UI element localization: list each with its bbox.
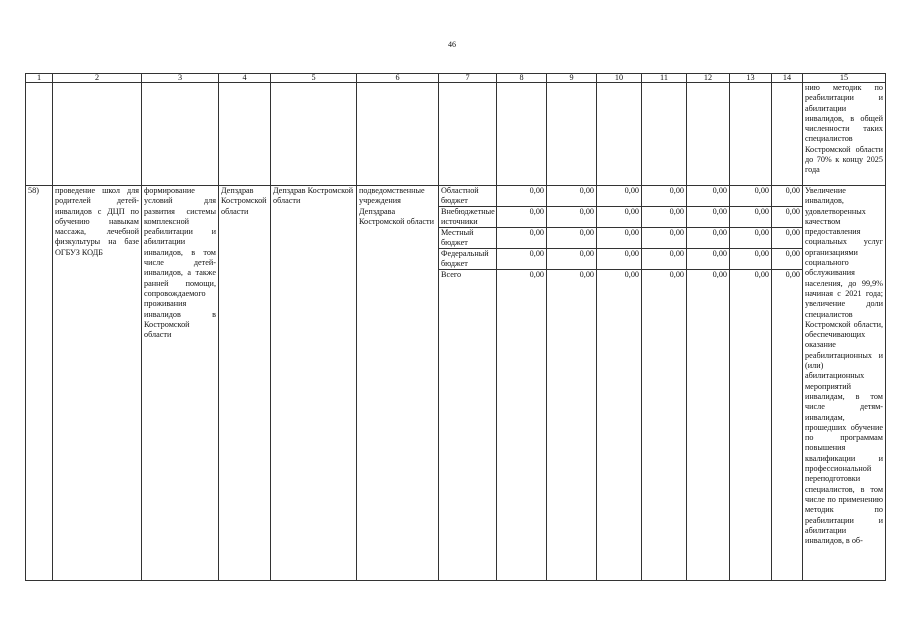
value-cell: 0,00 [579,270,594,279]
source-name: Федеральный бюджет [439,249,496,270]
header-cell: 7 [439,74,497,83]
header-cell: 5 [271,74,357,83]
value-cell: 0,00 [642,228,686,249]
value-cell: 0,00 [497,228,546,249]
row-number: 58) [26,186,53,581]
value-cell: 0,00 [529,270,544,279]
source-name: Областной бюджет [439,186,496,207]
source-name: Местный бюджет [439,228,496,249]
goal-cell: формирование условий для развития системы комплексной реабилитации и абилитации инвалидов, в том числе детей-инвалидов, а также ранней помощи, сопровождаемого проживания инвалидов в Костромской области [142,186,219,581]
header-cell: 3 [142,74,219,83]
header-cell: 8 [497,74,547,83]
coexecutor-cell: Депздрав Костромской области [271,186,357,581]
header-cell: 9 [547,74,597,83]
value-cell: 0,00 [642,186,686,207]
source-name: Внебюджетные источники [441,207,495,227]
participants-cell: подведомственные учреждения Депздрава Костромской области [357,186,439,581]
value-column [687,186,730,581]
value-cell: 0,00 [547,228,596,249]
value-cell: 0,00 [597,249,641,270]
value-cell: 0,00 [730,249,771,270]
value-cell: 0,00 [642,207,686,228]
value-cell: 0,00 [785,270,800,279]
value-cell: 0,00 [597,207,641,228]
header-cell: 14 [772,74,803,83]
header-row [26,74,886,83]
header-cell: 6 [357,74,439,83]
measure-cell: проведение школ для родителей детей-инвалидов с ДЦП по обучению навыкам массажа, лечебной физкультуры на базе ОГБУЗ КОДБ [53,186,142,581]
executor-cell: Депздрав Костромской области [219,186,271,581]
value-cell: 0,00 [687,228,729,249]
value-cell: 0,00 [687,186,729,207]
value-cell: 0,00 [772,186,802,207]
header-cell: 2 [53,74,142,83]
result-cell: Увеличение инвалидов, удовлетворенных качеством предоставления социальных услуг организациями социального обслуживания населения, до 99,9% начиная с 2021 года; увеличение доли специалистов Костромской области, обеспечивающих оказание реабилитационных и (или) абилитационных мероприятий инвалидам, в том числе детям-инвалидам, прошедших обучение по программам повышения квалификации и профессиональной переподготовки специалистов, в том числе по применению методик по реабилитации и абилитации инвалидов, в об- [803,186,886,581]
program-table [25,73,886,581]
table-row [26,186,886,581]
header-cell: 13 [730,74,772,83]
continuation-result-text: нию методик по реабилитации и абилитации инвалидов, в общей численности таких специалистов Костромской области до 70% к концу 2025 года [803,83,886,186]
value-cell: 0,00 [687,249,729,270]
value-cell: 0,00 [730,207,771,228]
value-column [772,186,803,581]
value-cell: 0,00 [772,207,802,228]
value-cell: 0,00 [730,186,771,207]
value-cell: 0,00 [547,249,596,270]
header-cell: 10 [597,74,642,83]
value-cell: 0,00 [497,186,546,207]
value-cell: 0,00 [730,228,771,249]
value-cell: 0,00 [597,228,641,249]
value-cell: 0,00 [712,270,727,279]
continuation-row [26,83,886,186]
value-cell: 0,00 [547,186,596,207]
funding-sources-cell [439,186,497,581]
value-cell: 0,00 [772,249,802,270]
value-column [597,186,642,581]
value-column [642,186,687,581]
value-cell: 0,00 [772,228,802,249]
value-column [497,186,547,581]
header-cell: 1 [26,74,53,83]
value-column [730,186,772,581]
source-name: Всего [441,270,462,279]
header-cell: 11 [642,74,687,83]
value-cell: 0,00 [687,207,729,228]
value-cell: 0,00 [597,186,641,207]
value-cell: 0,00 [624,270,639,279]
page-number: 46 [448,40,456,49]
value-cell: 0,00 [669,270,684,279]
value-cell: 0,00 [497,207,546,228]
value-cell: 0,00 [642,249,686,270]
header-cell: 12 [687,74,730,83]
value-cell: 0,00 [547,207,596,228]
value-column [547,186,597,581]
value-cell: 0,00 [754,270,769,279]
header-cell: 4 [219,74,271,83]
header-cell: 15 [803,74,886,83]
value-cell: 0,00 [497,249,546,270]
